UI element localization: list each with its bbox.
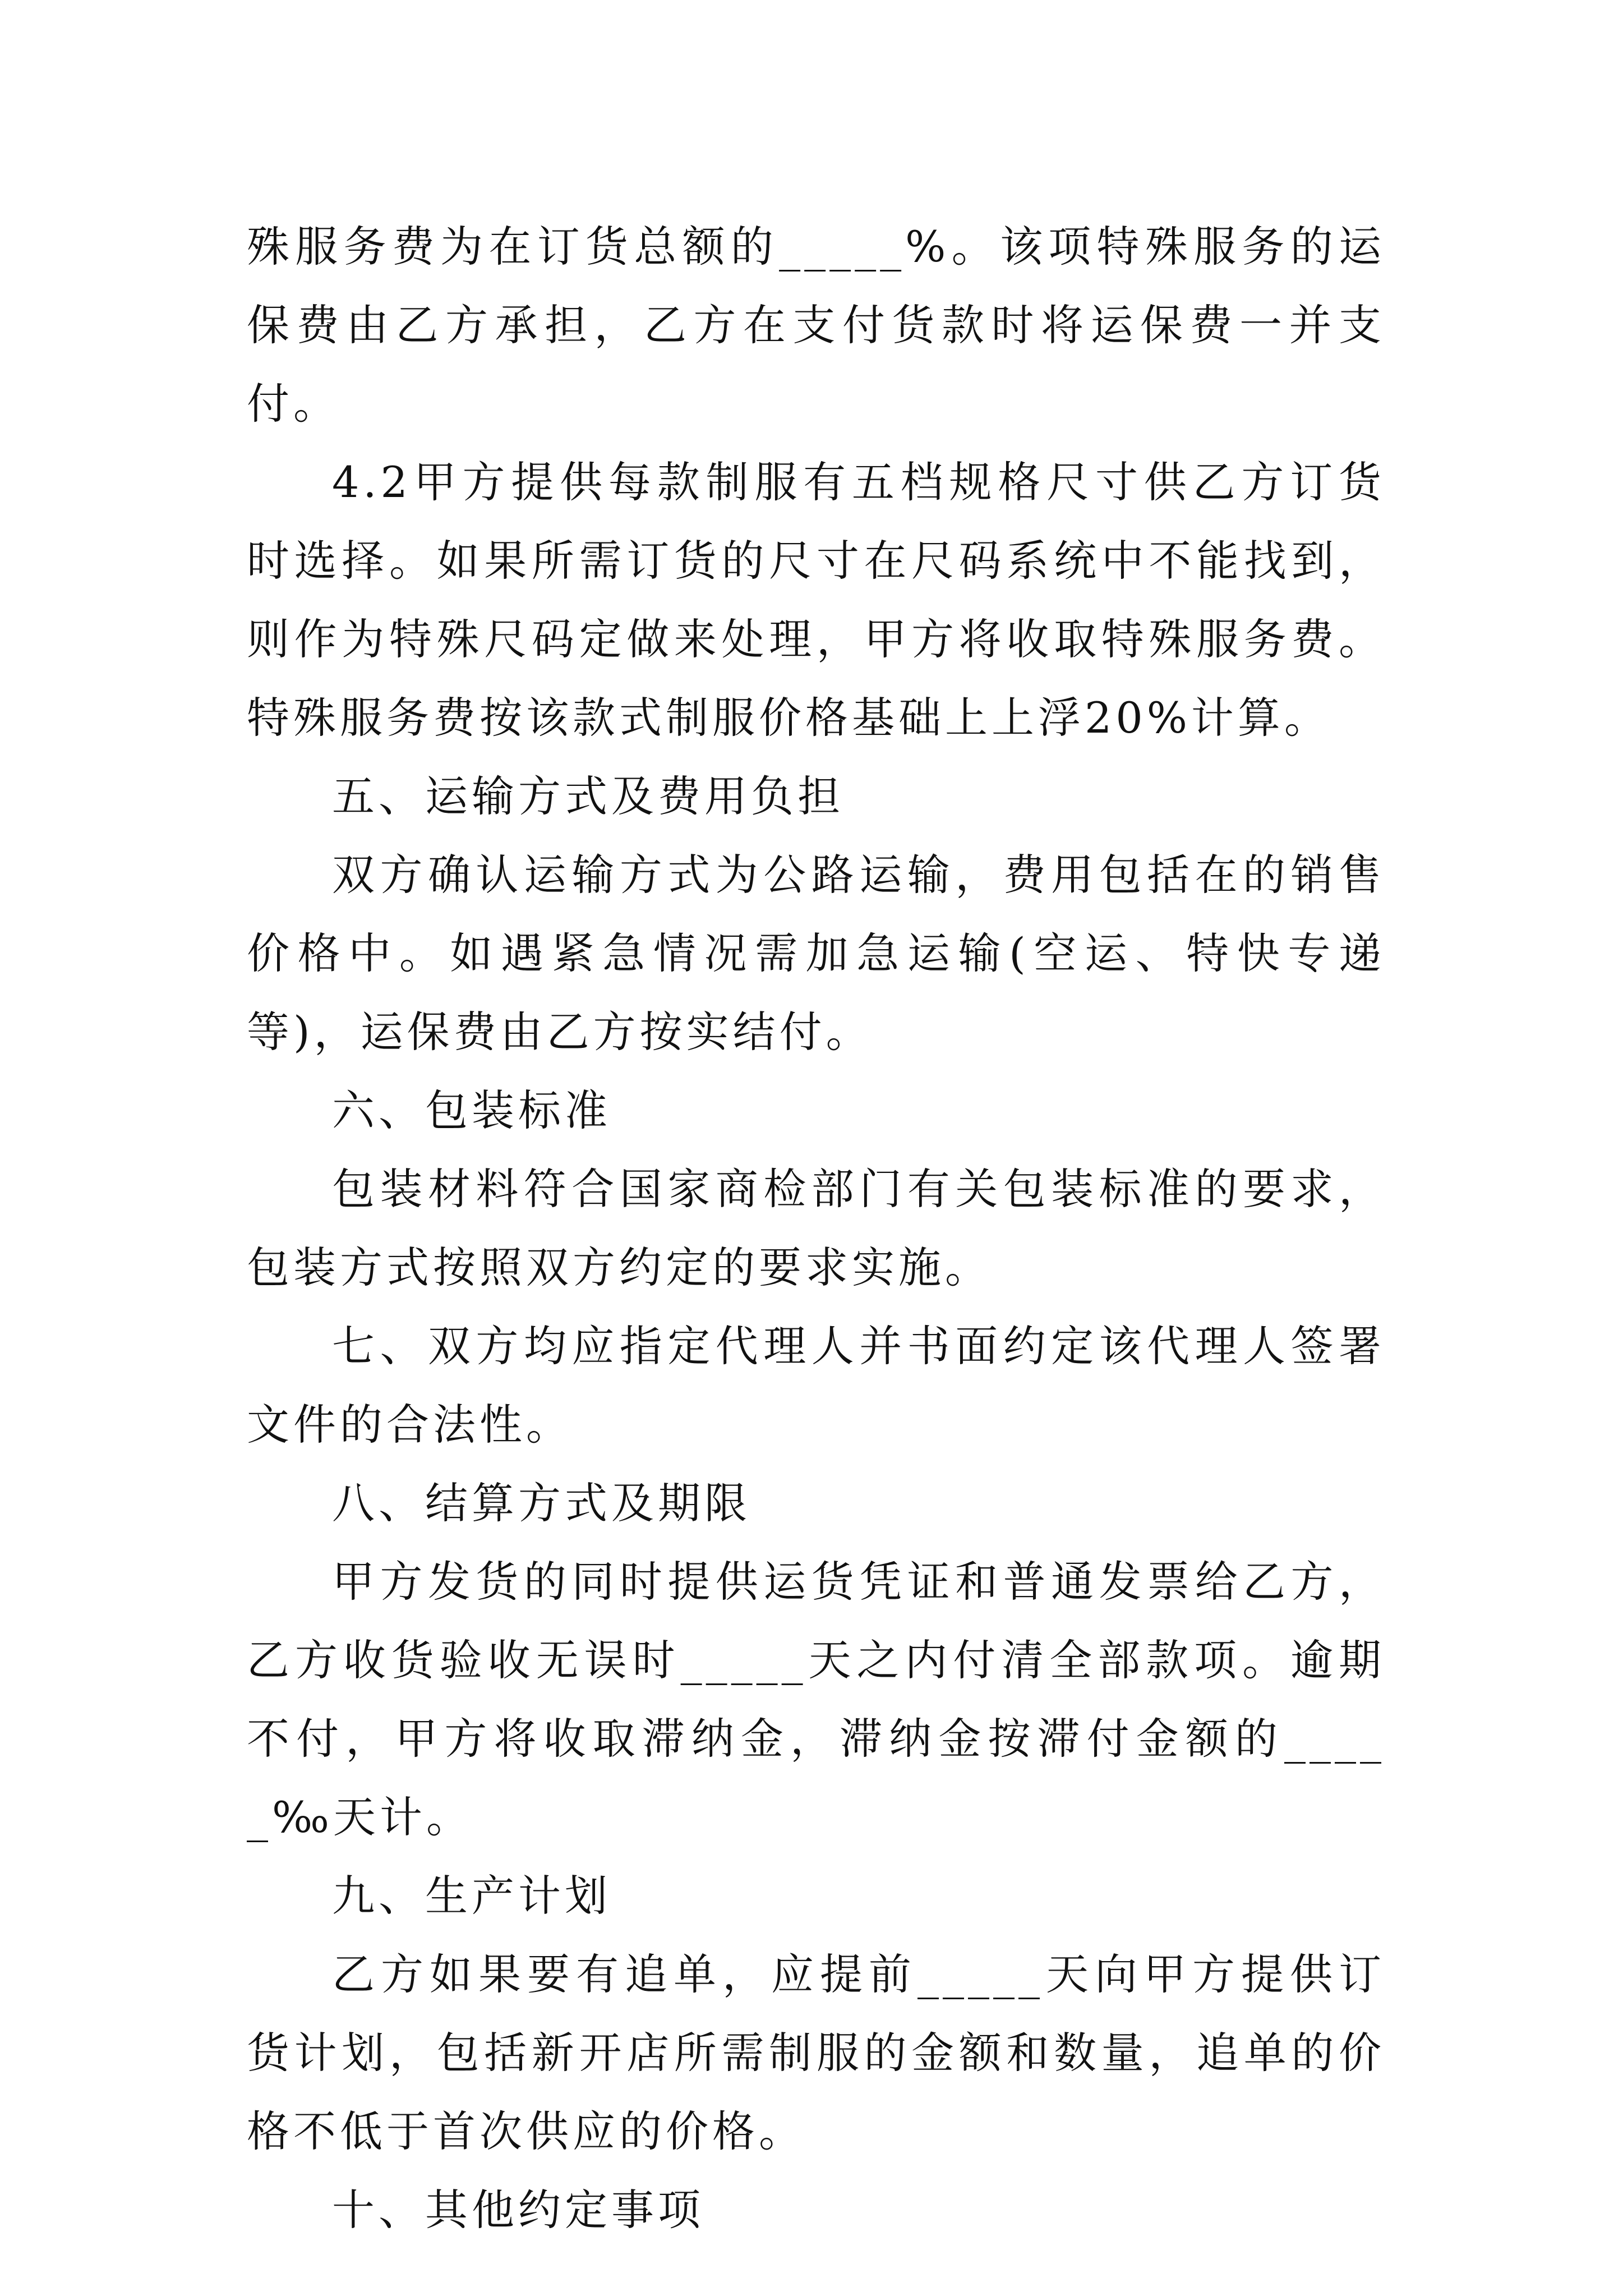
paragraph-packaging: 包装材料符合国家商检部门有关包装标准的要求，包装方式按照双方约定的要求实施。 [247, 1164, 1385, 1292]
heading-transport: 五、运输方式及费用负担 [332, 771, 844, 821]
paragraph-transport: 双方确认运输方式为公路运输，费用包括在的销售价格中。如遇紧急情况需加急运输(空运、特快专递等)，运保费由乙方按实结付。 [247, 850, 1385, 1057]
heading-settlement: 八、结算方式及期限 [332, 1478, 751, 1528]
heading-packaging: 六、包装标准 [332, 1085, 611, 1135]
document-page [247, 208, 1385, 2249]
paragraph-4-2-sizes: 4.2甲方提供每款制服有五档规格尺寸供乙方订货时选择。如果所需订货的尺寸在尺码系统中不能找到，则作为特殊尺码定做来处理，甲方将收取特殊服务费。特殊服务费按该款式制服价格基础上上浮20%计算。 [247, 457, 1385, 743]
paragraph-agent: 七、双方均应指定代理人并书面约定该代理人签署文件的合法性。 [247, 1321, 1385, 1450]
heading-other-matters: 十、其他约定事项 [332, 2185, 704, 2235]
heading-production-plan: 九、生产计划 [332, 1871, 611, 1921]
paragraph-special-service-fee: 殊服务费为在订货总额的_____%。该项特殊服务的运保费由乙方承担，乙方在支付货款时将运保费一并支付。 [247, 222, 1385, 429]
paragraph-production-plan: 乙方如果要有追单，应提前_____天向甲方提供订货计划，包括新开店所需制服的金额和数量，追单的价格不低于首次供应的价格。 [247, 1949, 1385, 2156]
paragraph-settlement: 甲方发货的同时提供运货凭证和普通发票给乙方，乙方收货验收无误时_____天之内付清全部款项。逾期不付，甲方将收取滞纳金，滞纳金按滞付金额的_____‰天计。 [247, 1557, 1385, 1842]
